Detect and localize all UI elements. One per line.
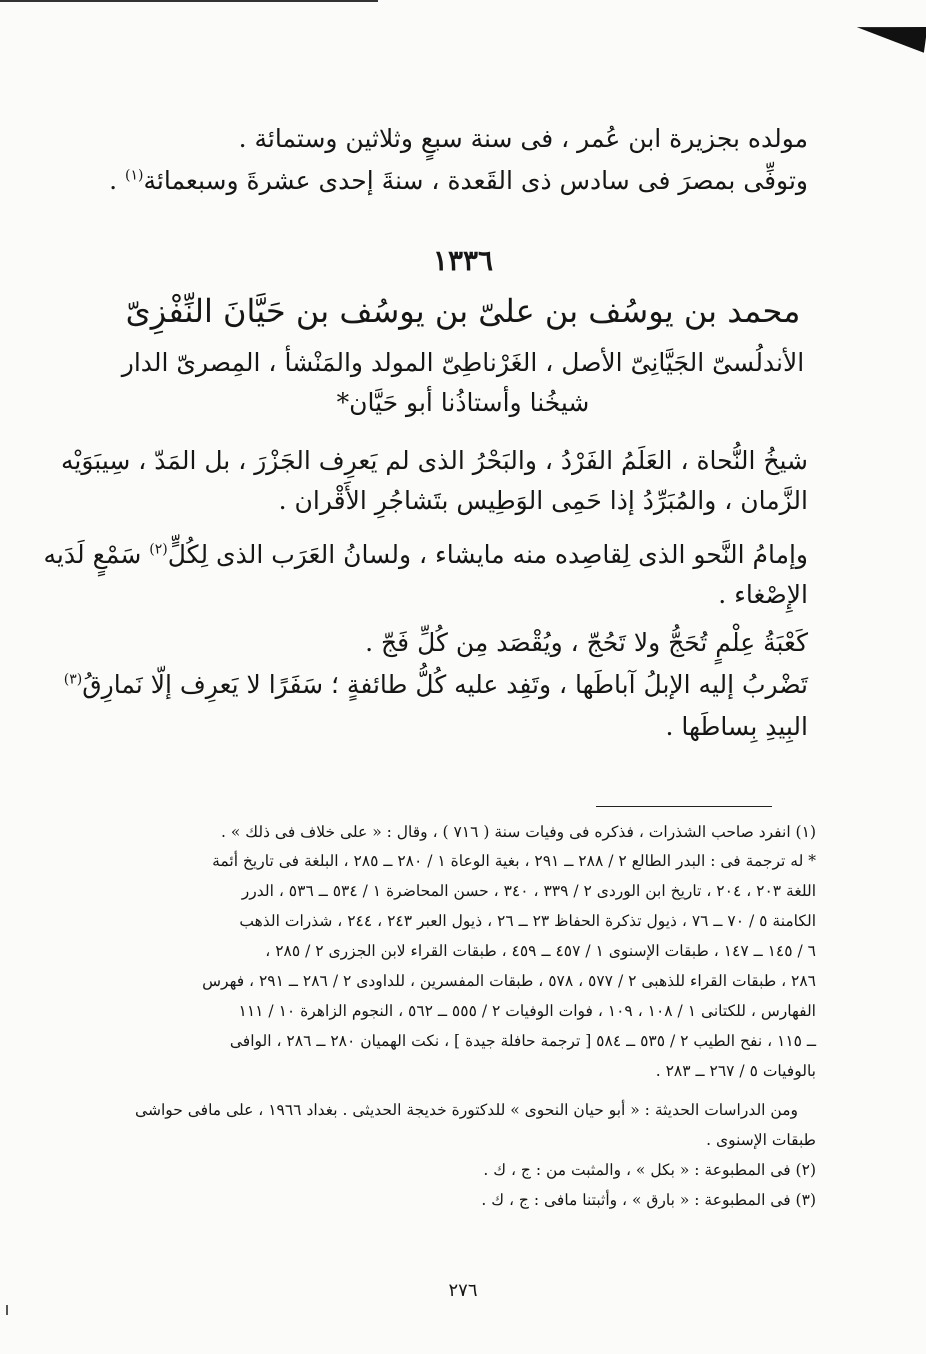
para1-line-1: شيخُ النُّحاة ، العَلَمُ الفَرْدُ ، والبَحْرُ الذى لم يَعرِف الجَزْرَ ، بل المَدّ ، سِيبَوَيْه xyxy=(61,446,808,475)
footnote-line: الفهارس ، للكتانى ١ / ١٠٨ ، ١٠٩ ، فوات الوفيات ٢ / ٥٥٥ ــ ٥٦٢ ، النجوم الزاهرة ١٠ / ١١١ xyxy=(238,1002,816,1020)
footnote-line: ــ ١١٥ ، نفح الطيب ٢ / ٥٣٥ ــ ٥٨٤ [ ترجمة حافلة جيدة ] ، نكت الهميان ٢٨٠ ــ ٢٨٦ ، الوافى xyxy=(229,1032,816,1050)
footnote-line: بالوفيات ٥ / ٢٦٧ ــ ٢٨٣ . xyxy=(655,1062,816,1080)
footnote-line: ومن الدراسات الحديثة : « أبو حيان النحوى » للدكتورة خديجة الحديثى . بغداد ١٩٦٦ ، على مافى حواشى xyxy=(135,1101,798,1119)
top-rule xyxy=(0,0,378,2)
footnote-line: ٢٨٦ ، طبقات القراء للذهبى ٢ / ٥٧٧ ، ٥٧٨ ، طبقات المفسرين ، للداودى ٢ / ٢٨٦ ــ ٢٩١ ، فهرس xyxy=(202,972,816,990)
entry-subtitle-2: شيخُنا وأستاذُنا أبو حَيَّان* xyxy=(336,388,590,417)
footnote-line: (١) انفرد صاحب الشذرات ، فذكره فى وفيات سنة ( ٧١٦ ) ، وقال : « على خلاف فى ذلك » . xyxy=(221,823,816,841)
footnote-line: الكامنة ٥ / ٧٠ ــ ٧٦ ، ذيول تذكرة الحفاظ ٢٣ ــ ٢٦ ، ذيول العبر ٢٤٣ ، ٢٤٤ ، شذرات الذهب xyxy=(239,912,816,930)
para2-line-1: وإمامُ النَّحو الذى لِقاصِده منه مايشاء ، ولسانُ العَرَب الذى لِكُلٍّ$^{(٢)}$ سَمْعٍ لَدَيه xyxy=(43,540,808,569)
footnote-line: (٣) فى المطبوعة : « بارق » ، وأثبتنا مافى : ج ، ك . xyxy=(481,1191,816,1209)
footnote-line: اللغة ٢٠٣ ، ٢٠٤ ، تاريخ ابن الوردى ٢ / ٣٣٩ ، ٣٤٠ ، حسن المحاضرة ١ / ٥٣٤ ــ ٥٣٦ ، الدرر xyxy=(241,882,816,900)
page-number: ٢٧٦ xyxy=(448,1280,478,1301)
footnote-line: (٢) فى المطبوعة : « بكل » ، والمثبت من : ج ، ك . xyxy=(483,1161,816,1179)
para1-line-2: الزَّمان ، والمُبَرِّدُ إذا حَمِى الوَطِيس بتَشاجُرِ الأَقْران . xyxy=(278,486,808,515)
footnote-line: ٦ / ١٤٥ ــ ١٤٧ ، طبقات الإسنوى ١ / ٤٥٧ ــ ٤٥٩ ، طبقات القراء لابن الجزرى ٢ / ٢٨٥ ، xyxy=(265,942,816,960)
para2-line-2: الإِصْغاء . xyxy=(718,580,808,609)
entry-number: ١٣٣٦ xyxy=(432,244,494,277)
footnote-line: طبقات الإسنوى . xyxy=(706,1131,816,1149)
prev-entry-line-1: مولده بجزيرة ابن عُمر ، فى سنة سبعٍ وثلاثين وستمائة . xyxy=(238,124,808,153)
entry-name: محمد بن يوسُف بن علىّ بن يوسُف بن حَيَّانَ النِّفْزِىّ xyxy=(125,292,801,330)
para3-line-3: البِيدِ بِساطَها . xyxy=(665,712,808,741)
footnote-line: * له ترجمة فى : البدر الطالع ٢ / ٢٨٨ ــ ٢٩١ ، بغية الوعاة ١ / ٢٨٠ ــ ٢٨٥ ، البلغة فى تاريخ أئمة xyxy=(212,852,816,870)
footnote-ref-2: (٢) xyxy=(149,541,168,558)
footnote-ref-3: (٣) xyxy=(63,671,83,688)
corner-mark xyxy=(855,17,926,52)
footnote-ref-1: (١) xyxy=(125,167,144,184)
margin-mark xyxy=(6,1305,8,1315)
entry-subtitle-1: الأندلُسىّ الجَيَّانِىّ الأصل ، الغَرْناطِىّ المولد والمَنْشأ ، المِصرىّ الدار xyxy=(121,348,805,377)
para3-line-2: تَضْربُ إليه الإبلُ آباطَها ، وتَفِد عليه كُلُّ طائفةٍ ؛ سَفَرًا لا يَعرِف إلّا نَمارِقُ$^{(٣)}$ xyxy=(63,670,808,699)
para3-line-1: كَعْبَةُ عِلْمٍ تُحَجُّ ولا تَحُجّ ، ويُقْصَد مِن كُلِّ فَجّ . xyxy=(365,628,808,657)
footnote-separator xyxy=(596,806,772,807)
prev-entry-line-2: وتوفِّى بمصرَ فى سادس ذى القَعدة ، سنةَ إحدى عشرةَ وسبعمائة$^{(١)}$ . xyxy=(109,166,808,195)
